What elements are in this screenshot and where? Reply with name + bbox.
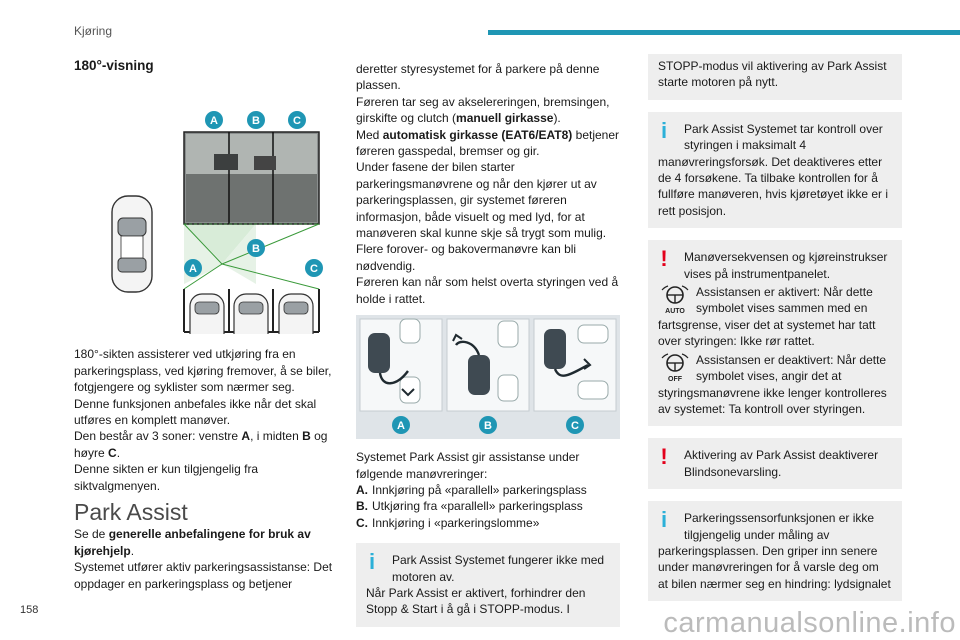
label-a-top: A xyxy=(210,115,218,128)
steering-off-icon xyxy=(658,352,692,382)
warning-icon: ! xyxy=(660,246,668,272)
label-c-mid: C xyxy=(310,263,318,276)
label-b-mid: B xyxy=(252,243,260,256)
info-box-parking-sensors: i Parkeringssensorfunksjonen er ikke tilgjengelig under måling av parkeringsplassen. Den griper inn senere under manøvreringen for å varsle deg om at bilen nærmer seg en hindring: lydsignalet xyxy=(648,501,902,601)
paragraph-manual-gearbox: Føreren tar seg av akselereringen, bremsingen, girskifte og clutch (manuell girkasse). xyxy=(356,94,610,126)
paragraph-continue: deretter styresystemet for å parkere på denne plassen. xyxy=(356,62,600,93)
info-icon: i xyxy=(660,117,668,143)
header-accent-bar xyxy=(488,30,960,35)
paragraph-180-zones: Den består av 3 soner: venstre A, i midten B og høyre C. xyxy=(74,429,328,460)
paragraph-manoeuvres: Flere forover- og bakovermanøvre kan bli nødvendig. xyxy=(356,242,577,273)
label-c-pa: C xyxy=(571,420,579,433)
paragraph-manoeuvre-intro: Systemet Park Assist gir assistanse under følgende manøvreringer: xyxy=(356,450,580,481)
paragraph-180-menu: Denne sikten er kun tilgjengelig fra siktvalgmenyen. xyxy=(74,462,259,493)
label-b-top: B xyxy=(252,115,260,128)
svg-text:OFF: OFF xyxy=(668,375,682,382)
warning-box-blind-spot: ! Aktivering av Park Assist deaktiverer Blindsonevarsling. xyxy=(648,438,902,489)
info-icon: i xyxy=(660,507,668,533)
figure-180-view xyxy=(74,84,346,334)
paragraph-system-intro: Systemet utfører aktiv parkeringsassistanse: Det oppdager en parkeringsplass og betjener xyxy=(74,560,333,591)
camera-180-illustration xyxy=(74,84,346,334)
watermark: carmanualsonline.info xyxy=(663,607,956,639)
info-box-continued: STOPP-modus vil aktivering av Park Assist starte motoren på nytt. xyxy=(648,54,902,100)
list-item: C. Innkjøring i «parkeringslomme» xyxy=(356,515,540,530)
info-icon: i xyxy=(368,549,376,575)
info-box-engine-off: i Park Assist Systemet fungerer ikke med motoren av. Når Park Assist er aktivert, forhindrer den Stopp & Start i å gå i STOPP-modus. I xyxy=(356,543,620,627)
list-item: A. Innkjøring på «parallell» parkeringsplass xyxy=(356,482,587,497)
steering-auto-icon xyxy=(658,284,692,314)
page-number: 158 xyxy=(20,604,39,616)
figure-park-assist-modes xyxy=(356,315,620,439)
car-illustration xyxy=(112,196,152,292)
info-box-max-attempts: i Park Assist Systemet tar kontroll over styringen i maksimalt 4 manøvreringsforsøk. Det deaktiveres etter de 4 forsøkene. Ta tilbake kontrollen for å fullføre manøveren, hvis kjøretøyet ikke er i rett posisjon. xyxy=(648,112,902,228)
label-c-top: C xyxy=(293,115,301,128)
paragraph-phases: Under fasene der bilen starter parkeringsmanøvrene og når den kjører ut av parkeringsplassen, gir systemet føreren informasjon, både visuelt og med lyd, for at manøveren skal kunne skje så trygt som mulig. xyxy=(356,160,607,241)
svg-text:AUTO: AUTO xyxy=(665,308,685,315)
paragraph-take-over: Føreren kan når som helst overta styringen ved å holde i rattet. xyxy=(356,275,619,306)
label-b-pa: B xyxy=(484,420,492,433)
warning-box-instrument-panel: ! Manøversekvensen og kjøreinstrukser vises på instrumentpanelet. AUTO Assistansen er aktivert: Når dette symbolet vises sammen med en fartsgrense, viser det at systemet har tatt over styringen: Ikke rør rattet. OFF Assistansen er deaktivert: Når dette symbolet vises, angir det at styringsmanøvrene ikke lenger kontrolleres av systemet: Ta kontroll over styringen. xyxy=(648,240,902,426)
auto-symbol-row: AUTO Assistansen er aktivert: Når dette symbolet vises sammen med en fartsgrense, viser det at systemet har tatt over styringen: Ikke rør rattet. xyxy=(658,285,876,349)
label-a-pa: A xyxy=(397,420,405,433)
park-assist-illustration xyxy=(356,315,620,439)
column-3 xyxy=(648,54,902,613)
off-symbol-row: OFF Assistansen er deaktivert: Når dette symbolet vises, angir det at styringsmanøvrene ikke lenger kontrolleres av systemet: Ta kontroll over styringen. xyxy=(658,352,887,416)
label-a-mid: A xyxy=(189,263,197,276)
paragraph-auto-gearbox: Med automatisk girkasse (EAT6/EAT8) betjener føreren gasspedal, bremser og gir. xyxy=(356,127,620,159)
section-title: Kjøring xyxy=(74,24,113,38)
column-2 xyxy=(356,61,620,639)
list-item: B. Utkjøring fra «parallell» parkeringsplass xyxy=(356,499,583,514)
paragraph-180-desc: 180°-sikten assisterer ved utkjøring fra en parkeringsplass, ved kjøring fremover, å se biler, fotgjengere og syklister som nærmer seg. xyxy=(74,347,332,395)
paragraph-180-not-recommended: Denne funksjonen anbefales ikke når det skal utføres en komplett manøver. xyxy=(74,396,317,428)
paragraph-recommendations: Se de generelle anbefalingene for bruk av kjørehjelp. xyxy=(74,527,311,558)
column-1 xyxy=(74,58,346,592)
heading-180-view: 180°-visning xyxy=(74,58,154,73)
warning-icon: ! xyxy=(660,444,668,470)
heading-park-assist: Park Assist xyxy=(74,499,188,526)
